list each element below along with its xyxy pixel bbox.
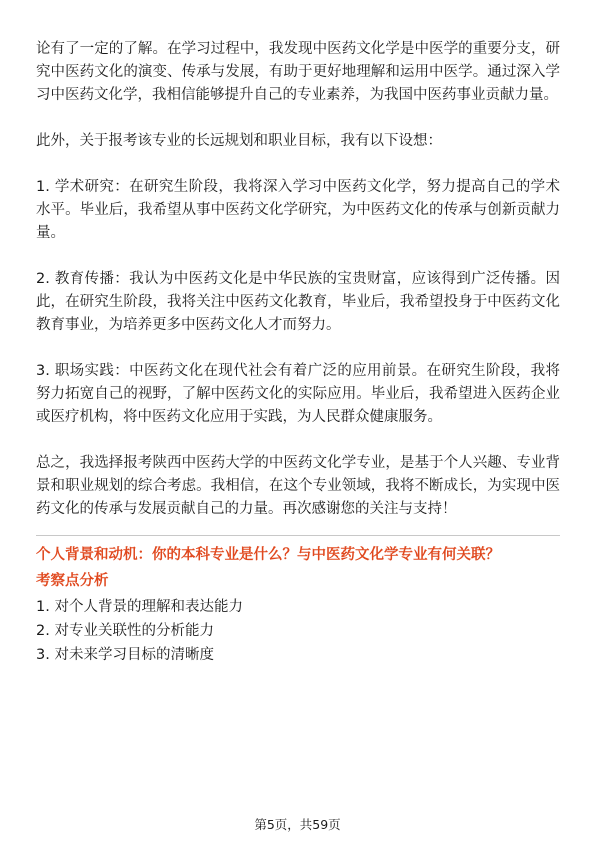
body-paragraph-6: 总之，我选择报考陕西中医药大学的中医药文化学专业，是基于个人兴趣、专业背景和职业规划的综合考虑。我相信，在这个专业领域，我将不断成长，为实现中医药文化的传承与发展贡献自己的力量。再次感谢您的关注与支持！ [36, 455, 560, 517]
analysis-item: 3. 对未来学习目标的清晰度 [36, 647, 214, 663]
analysis-item: 1. 对个人背景的理解和表达能力 [36, 599, 243, 615]
question-title: 个人背景和动机：你的本科专业是什么？与中医药文化学专业有何关联？ [36, 547, 500, 563]
analysis-item: 2. 对专业关联性的分析能力 [36, 623, 214, 639]
section-divider [36, 535, 560, 536]
body-paragraph-5: 3. 职场实践：中医药文化在现代社会有着广泛的应用前景。在研究生阶段，我将努力拓宽自己的视野，了解中医药文化的实际应用。毕业后，我希望进入医药企业或医疗机构，将中医药文化应用于实践，为人民群众健康服务。 [36, 363, 560, 425]
body-paragraph-2: 此外，关于报考该专业的长远规划和职业目标，我有以下设想： [36, 133, 442, 149]
body-paragraph-3: 1. 学术研究：在研究生阶段，我将深入学习中医药文化学，努力提高自己的学术水平。毕业后，我希望从事中医药文化学研究，为中医药文化的传承与创新贡献力量。 [36, 179, 560, 241]
body-paragraph-4: 2. 教育传播：我认为中医药文化是中华民族的宝贵财富，应该得到广泛传播。因此，在研究生阶段，我将关注中医药文化教育，毕业后，我希望投身于中医药文化教育事业，为培养更多中医药文化人才而努力。 [36, 271, 560, 333]
analysis-heading: 考察点分析 [36, 573, 109, 589]
page-number-footer: 第5页，共59页 [254, 817, 341, 832]
body-paragraph-1: 论有了一定的了解。在学习过程中，我发现中医药文化学是中医学的重要分支，研究中医药文化的演变、传承与发展，有助于更好地理解和运用中医学。通过深入学习中医药文化学，我相信能够提升自己的专业素养，为我国中医药事业贡献力量。 [36, 41, 560, 103]
analysis-list [36, 595, 560, 667]
document-page [36, 38, 560, 667]
